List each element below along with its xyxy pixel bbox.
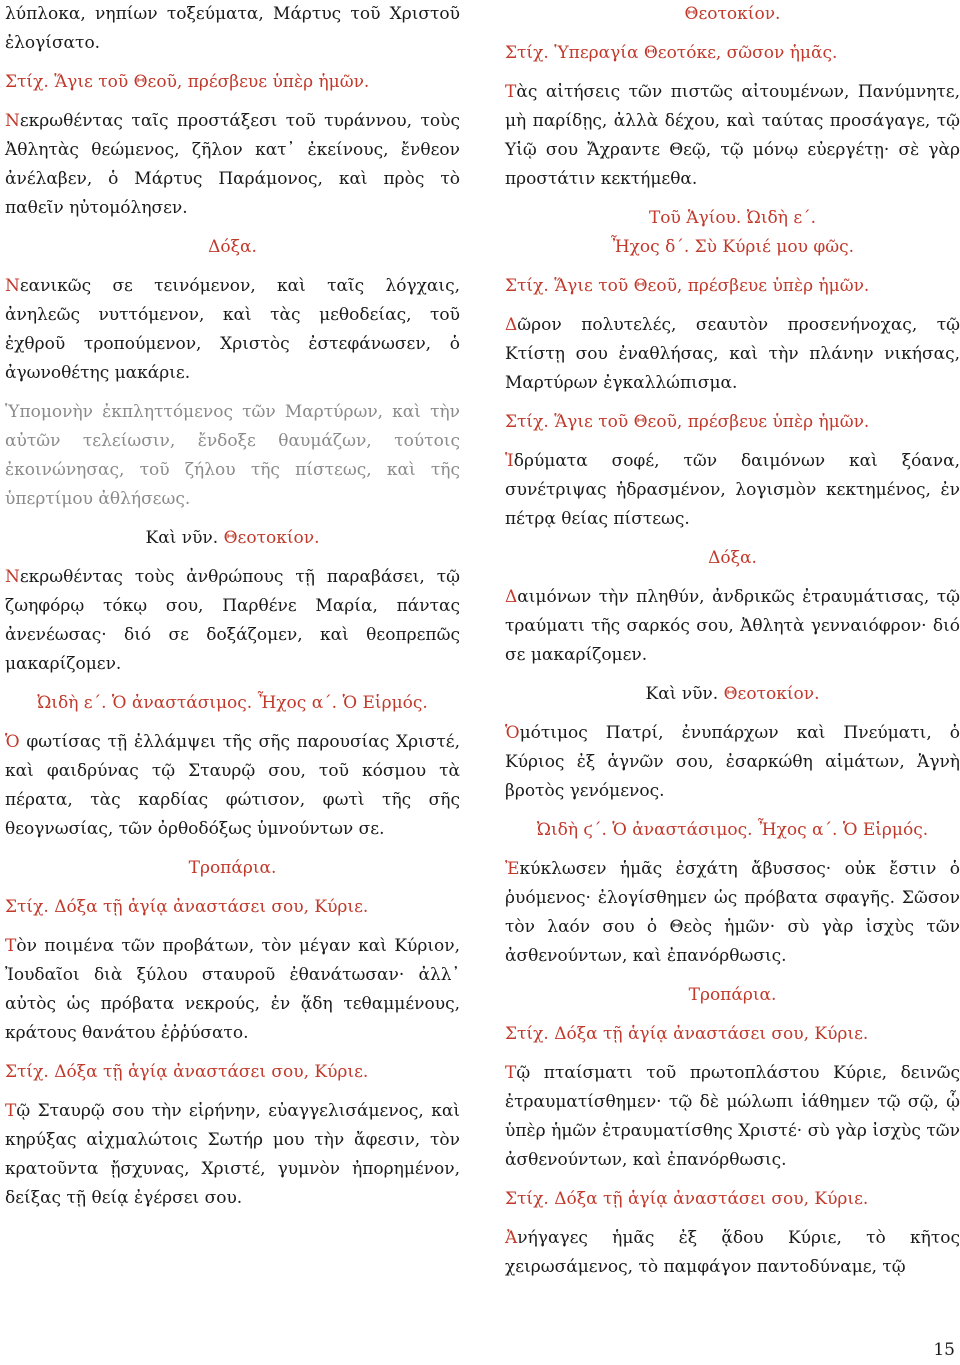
hymn-paragraph [5,0,460,58]
hymn-paragraph [505,583,960,670]
initial-letter: Ὁ [505,723,520,743]
rubric-text: Στίχ. Δόξα τῇ ἁγίᾳ ἀναστάσει σου, Κύριε. [505,1189,869,1209]
heading-text: Ὠιδὴ ε´. Ὁ ἀναστάσιμος. Ἦχος α´. Ὁ Εἱρμός. [37,693,428,713]
hymn-paragraph [505,1224,960,1282]
hymn-paragraph [505,78,960,194]
rubric-verse [505,1185,960,1214]
rubric-heading [505,204,960,262]
hymn-text: Ὑπομονὴν ἐκπληττόμενος τῶν Μαρτύρων, καὶ τὴν αὐτῶν τελείωσιν, ἔνδοξε θαυμάζων, τούτοις ἐκοινώνησας, τοῦ ζήλου τῆς πίστεως, καὶ τῆς ὑπερτίμου ἀθλήσεως. [5,402,460,509]
rubric-verse [505,408,960,437]
hymn-text: ὰς αἰτήσεις τῶν πιστῶς αἰτουμένων, Πανύμνητε, μὴ παρίδῃς, ἀλλὰ δέχου, καὶ ταύτας προσάγαγε, τῷ Υἱῷ σου Ἄχραντε Θεῷ, τῷ μόνῳ εὐεργέτῃ· σὲ γὰρ προστάτιν κεκτήμεθα. [505,82,960,189]
hymn-text: ῶρον πολυτελές, σεαυτὸν προσενήνοχας, τῷ Κτίστῃ σου ἐναθλήσας, καὶ τὴν πλάνην νικήσας, Μαρτύρων ἐγκαλλώπισμα. [505,315,960,393]
hymn-text: κύκλωσεν ἡμᾶς ἐσχάτη ἄβυσσος· οὐκ ἔστιν ὁ ῥυόμενος· ἐλογίσθημεν ὡς πρόβατα σφαγῆς. Σῶσον τὸν λαόν σου ὁ Θεὸς ἡμῶν· σὺ γὰρ ἰσχὺς τῶν ἀσθενούντων, καὶ ἐπανόρθωσις. [505,859,960,966]
hymn-paragraph [5,272,460,388]
hymn-text: δρύματα σοφέ, τῶν δαιμόνων καὶ ξόανα, συνέτριψας ἡδρασμένον, λογισμὸν κεκτημένος, ἐν πέτρᾳ θείας πίστεως. [505,451,960,529]
rubric-text: Στίχ. Ὑπεραγία Θεοτόκε, σῶσον ἡμᾶς. [505,43,838,63]
rubric-verse [5,68,460,97]
rubric-text: Στίχ. Δόξα τῇ ἁγίᾳ ἀναστάσει σου, Κύριε. [505,1024,869,1044]
rubric-heading [505,544,960,573]
rubric-text: Στίχ. Δόξα τῇ ἁγίᾳ ἀναστάσει σου, Κύριε. [5,897,369,917]
hymn-paragraph [5,563,460,679]
hymn-text: ὸν ποιμένα τῶν προβάτων, τὸν μέγαν καὶ Κύριον, Ἰουδαῖοι διὰ ξύλου σταυροῦ ἐθανάτωσαν· ἀλλ᾽ αὐτὸς ὡς πρόβατα νεκρούς, ἐν ᾅδη τεθαμμένους, κράτους θανάτου ἐῤῥύσατο. [5,936,460,1043]
heading-red: Θεοτοκίον. [718,684,820,704]
rubric-heading [505,0,960,29]
initial-letter: Ν [5,567,20,587]
initial-letter: Τ [505,82,517,102]
hymn-text: φωτίσας τῇ ἐλλάμψει τῆς σῆς παρουσίας Χριστέ, καὶ φαιδρύνας τῷ Σταυρῷ σου, τοῦ κόσμου τὰ πέρατα, τὰς καρδίας φώτισον, φωτὶ τῆς σῆς θεογνωσίας, τῶν ὀρθοδόξως ὑμνούντων σε. [5,732,460,839]
initial-letter: Τ [5,1101,17,1121]
hymn-text: λύπλοκα, νηπίων τοξεύματα, Μάρτυς τοῦ Χριστοῦ ἐλογίσατο. [5,4,460,53]
initial-letter: Ἱ [505,451,514,471]
rubric-heading [5,233,460,262]
rubric-text: Στίχ. Δόξα τῇ ἁγίᾳ ἀναστάσει σου, Κύριε. [5,1062,369,1082]
hymn-text: νήγαγες ἡμᾶς ἐξ ᾅδου Κύριε, τὸ κῆτος χειρωσάμενος, τὸ παμφάγον παντοδύναμε, τῷ [505,1228,960,1277]
rubric-verse [505,272,960,301]
rubric-verse [505,1020,960,1049]
hymn-paragraph [505,311,960,398]
initial-letter: Ἀ [505,1228,518,1248]
hymn-text: εκρωθέντας ταῖς προστάξεσι τοῦ τυράννου, τοὺς Ἀθλητὰς θεώμενος, ζῆλον κατ᾽ ἐκείνους, ἔνθεον ἀνέλαβεν, ὁ Μάρτυς Παράμονος, καὶ πρὸς τὸ παθεῖν ηὐτομόλησεν. [5,111,460,218]
rubric-heading [505,680,960,709]
hymn-text: μότιμος Πατρί, ἐνυπάρχων καὶ Πνεύματι, ὁ Κύριος ἐξ ἁγνῶν σου, ἐσαρκώθη αἱμάτων, Ἁγνὴ βροτὸς γενόμενος. [505,723,960,801]
hymn-paragraph [5,1097,460,1213]
hymn-text: εανικῶς σε τεινόμενον, καὶ ταῖς λόγχαις, ἀνηλεῶς νυττόμενον, καὶ τὰς μεθοδείας, τοῦ ἐχθροῦ τροπούμενον, Χριστὸς ἐστεφάνωσεν, ὁ ἀγωνοθέτης μακάριε. [5,276,460,383]
rubric-verse [5,893,460,922]
hymn-paragraph [505,447,960,534]
right-column [505,0,960,1292]
rubric-heading [505,981,960,1010]
heading-line-2: Ἦχος δ´. Σὺ Κύριέ μου φῶς. [610,237,855,257]
hymn-paragraph [505,1059,960,1175]
hymn-text: εκρωθέντας τοὺς ἀνθρώπους τῇ παραβάσει, τῷ ζωηφόρῳ τόκῳ σου, Παρθένε Μαρία, πάντας ἀνενέωσας· διό σε δοξάζομεν, καὶ θεοπρεπῶς μακαρίζομεν. [5,567,460,674]
hymn-text: ῷ πταίσματι τοῦ πρωτοπλάστου Κύριε, δεινῶς ἐτραυματίσθημεν· τῷ δὲ μώλωπι ἰάθημεν τῷ σῷ, ᾧ ὑπὲρ ἡμῶν ἐτραυματίσθης Χριστέ· σὺ γὰρ ἰσχὺς τῶν ἀσθενούντων, καὶ ἐπανόρθωσις. [505,1063,960,1170]
rubric-heading [5,854,460,883]
initial-letter: Ν [5,276,20,296]
initial-letter: Δ [505,315,518,335]
hymn-paragraph [505,719,960,806]
hymn-paragraph [5,932,460,1048]
heading-black: Καὶ νῦν. [645,684,719,704]
heading-text: Ὠιδὴ ϛ´. Ὁ ἀναστάσιμος. Ἦχος α´. Ὁ Εἱρμός. [536,820,929,840]
initial-letter: Ν [5,111,20,131]
heading-black: Καὶ νῦν. [145,528,219,548]
page-number: 15 [933,1340,955,1360]
heading-text: Τροπάρια. [188,858,277,878]
heading-line-1: Τοῦ Ἁγίου. Ὠιδὴ ε´. [648,208,817,228]
heading-text: Θεοτοκίον. [684,4,781,24]
heading-text: Δόξα. [708,548,757,568]
rubric-text: Στίχ. Ἅγιε τοῦ Θεοῦ, πρέσβευε ὑπὲρ ἡμῶν. [505,412,870,432]
heading-red: Θεοτοκίον. [218,528,320,548]
rubric-text: Στίχ. Ἅγιε τοῦ Θεοῦ, πρέσβευε ὑπὲρ ἡμῶν. [505,276,870,296]
initial-letter: Δ [505,587,518,607]
initial-letter: Ἐ [505,859,520,879]
rubric-heading [5,689,460,718]
heading-text: Τροπάρια. [688,985,777,1005]
hymn-text: ῷ Σταυρῷ σου τὴν εἰρήνην, εὐαγγελισάμενος, καὶ κηρύξας αἰχμαλώτοις Σωτήρ μου τὴν ἄφεσιν, τὸν κρατοῦντα ᾔσχυνας, Χριστέ, γυμνὸν ἠπορημένον, δείξας τῇ θείᾳ ἐγέρσει σου. [5,1101,460,1208]
rubric-verse [5,1058,460,1087]
rubric-text: Στίχ. Ἅγιε τοῦ Θεοῦ, πρέσβευε ὑπὲρ ἡμῶν. [5,72,370,92]
initial-letter: Ὁ [5,732,20,752]
initial-letter: Τ [505,1063,517,1083]
hymn-paragraph [5,107,460,223]
hymn-paragraph-muted [5,398,460,514]
hymn-text: αιμόνων τὴν πληθύν, ἀνδρικῶς ἐτραυμάτισας, τῷ τραύματι τῆς σαρκός σου, Ἀθλητὰ γενναιόφρον· διό σε μακαρίζομεν. [505,587,960,665]
left-column [5,0,460,1223]
rubric-heading [505,816,960,845]
initial-letter: Τ [5,936,17,956]
heading-text: Δόξα. [208,237,257,257]
hymn-paragraph [5,728,460,844]
rubric-heading [5,524,460,553]
hymn-paragraph [505,855,960,971]
rubric-verse [505,39,960,68]
